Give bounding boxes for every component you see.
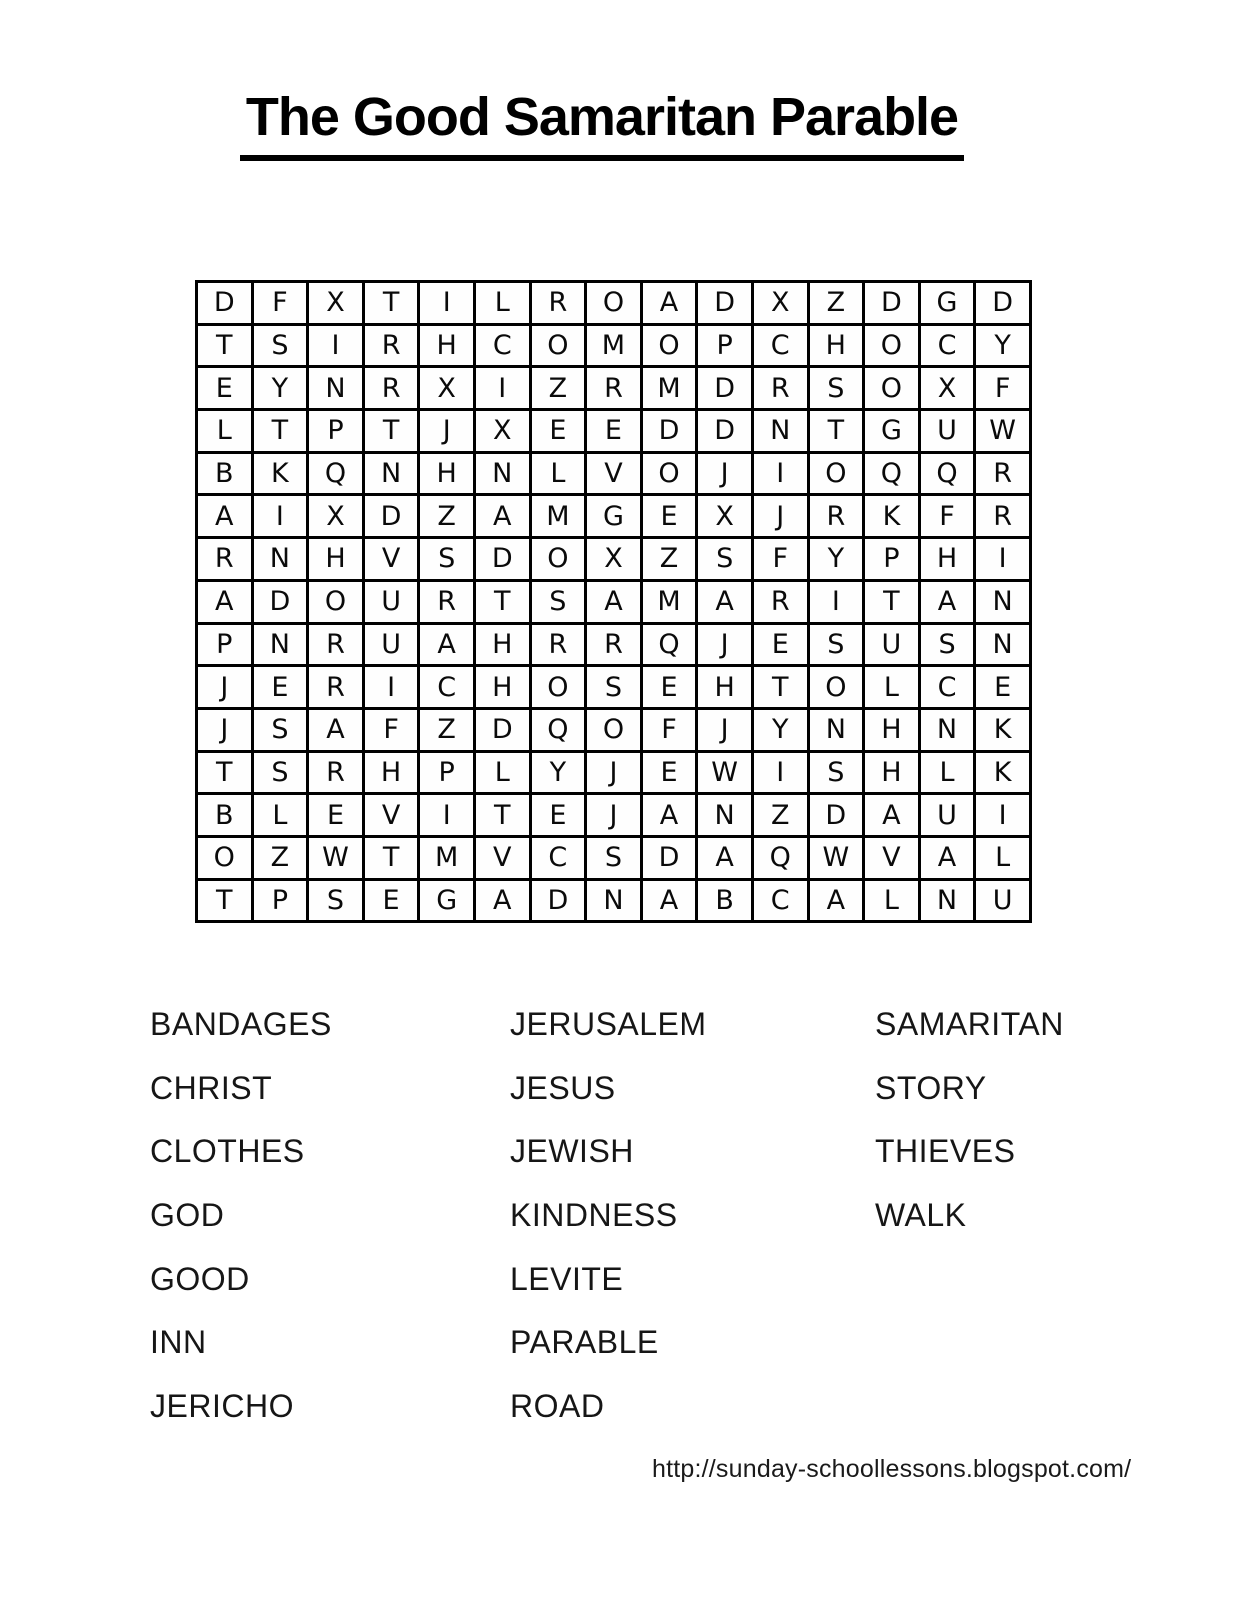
grid-row: [197, 410, 1031, 453]
grid-cell: N: [586, 879, 642, 922]
grid-cell: O: [864, 324, 920, 367]
grid-cell: Z: [419, 495, 475, 538]
title-wrap: [0, 88, 1220, 161]
grid-cell: L: [252, 794, 308, 837]
grid-cell: N: [474, 452, 530, 495]
grid-cell: R: [530, 623, 586, 666]
grid-cell: Y: [252, 367, 308, 410]
grid-cell: Z: [252, 836, 308, 879]
grid-cell: R: [975, 495, 1031, 538]
grid-cell: D: [697, 367, 753, 410]
grid-cell: F: [752, 538, 808, 581]
grid-cell: I: [752, 452, 808, 495]
grid-cell: O: [586, 708, 642, 751]
grid-cell: Y: [752, 708, 808, 751]
grid-cell: O: [586, 282, 642, 325]
grid-cell: A: [308, 708, 364, 751]
grid-cell: J: [197, 666, 253, 709]
grid-cell: P: [308, 410, 364, 453]
word-item: WALK: [875, 1197, 967, 1234]
grid-cell: M: [419, 836, 475, 879]
grid-cell: Y: [975, 324, 1031, 367]
grid-cell: E: [975, 666, 1031, 709]
word-list-column: [510, 993, 707, 1438]
grid-cell: A: [641, 794, 697, 837]
word-item: JERICHO: [150, 1387, 294, 1424]
grid-cell: Z: [808, 282, 864, 325]
grid-cell: E: [308, 794, 364, 837]
grid-cell: E: [641, 666, 697, 709]
grid-row: [197, 879, 1031, 922]
grid-cell: R: [975, 452, 1031, 495]
grid-cell: I: [975, 794, 1031, 837]
grid-cell: R: [752, 367, 808, 410]
word-item: CHRIST: [150, 1069, 273, 1106]
grid-row: [197, 794, 1031, 837]
grid-cell: M: [586, 324, 642, 367]
grid-cell: I: [752, 751, 808, 794]
grid-cell: W: [308, 836, 364, 879]
grid-cell: C: [919, 666, 975, 709]
grid-cell: X: [308, 282, 364, 325]
grid-cell: A: [197, 580, 253, 623]
grid-cell: F: [919, 495, 975, 538]
word-item: INN: [150, 1324, 207, 1361]
grid-cell: R: [530, 282, 586, 325]
word-search-grid-body: [197, 282, 1031, 922]
grid-cell: O: [641, 324, 697, 367]
grid-cell: R: [197, 538, 253, 581]
grid-cell: C: [419, 666, 475, 709]
grid-cell: D: [197, 282, 253, 325]
grid-cell: T: [363, 282, 419, 325]
grid-cell: A: [697, 580, 753, 623]
grid-cell: T: [252, 410, 308, 453]
grid-cell: G: [586, 495, 642, 538]
grid-cell: W: [808, 836, 864, 879]
grid-cell: H: [419, 324, 475, 367]
grid-cell: D: [808, 794, 864, 837]
grid-cell: I: [308, 324, 364, 367]
grid-cell: E: [363, 879, 419, 922]
grid-cell: E: [586, 410, 642, 453]
grid-cell: O: [808, 452, 864, 495]
grid-cell: N: [363, 452, 419, 495]
grid-cell: R: [752, 580, 808, 623]
grid-cell: B: [197, 452, 253, 495]
word-item: BANDAGES: [150, 1006, 332, 1043]
grid-cell: O: [530, 324, 586, 367]
grid-cell: U: [919, 410, 975, 453]
grid-cell: D: [474, 538, 530, 581]
grid-cell: T: [197, 751, 253, 794]
grid-cell: F: [641, 708, 697, 751]
grid-cell: A: [474, 495, 530, 538]
grid-cell: A: [641, 282, 697, 325]
grid-cell: R: [808, 495, 864, 538]
grid-cell: Z: [752, 794, 808, 837]
grid-cell: T: [474, 580, 530, 623]
grid-cell: S: [252, 324, 308, 367]
grid-cell: D: [252, 580, 308, 623]
grid-cell: R: [586, 623, 642, 666]
grid-cell: N: [975, 580, 1031, 623]
grid-cell: E: [752, 623, 808, 666]
grid-row: [197, 708, 1031, 751]
grid-cell: C: [919, 324, 975, 367]
grid-cell: R: [363, 367, 419, 410]
grid-cell: D: [697, 282, 753, 325]
grid-cell: N: [752, 410, 808, 453]
grid-cell: L: [474, 282, 530, 325]
grid-cell: A: [474, 879, 530, 922]
grid-cell: D: [641, 836, 697, 879]
grid-cell: N: [975, 623, 1031, 666]
grid-cell: H: [919, 538, 975, 581]
grid-cell: M: [530, 495, 586, 538]
grid-cell: D: [975, 282, 1031, 325]
grid-cell: S: [308, 879, 364, 922]
grid-cell: G: [419, 879, 475, 922]
word-list-column: [150, 993, 332, 1438]
grid-cell: O: [530, 666, 586, 709]
grid-cell: J: [197, 708, 253, 751]
grid-cell: K: [252, 452, 308, 495]
grid-cell: F: [363, 708, 419, 751]
word-item: JESUS: [510, 1069, 616, 1106]
grid-cell: J: [697, 623, 753, 666]
grid-cell: J: [697, 452, 753, 495]
grid-cell: A: [419, 623, 475, 666]
grid-cell: E: [641, 495, 697, 538]
grid-cell: H: [697, 666, 753, 709]
grid-row: [197, 282, 1031, 325]
grid-cell: G: [919, 282, 975, 325]
grid-cell: V: [474, 836, 530, 879]
grid-cell: I: [252, 495, 308, 538]
grid-cell: Y: [808, 538, 864, 581]
grid-cell: V: [864, 836, 920, 879]
grid-cell: U: [919, 794, 975, 837]
grid-cell: Y: [530, 751, 586, 794]
grid-cell: O: [808, 666, 864, 709]
grid-cell: Q: [752, 836, 808, 879]
grid-cell: N: [252, 623, 308, 666]
grid-cell: R: [308, 623, 364, 666]
grid-cell: P: [419, 751, 475, 794]
grid-cell: H: [474, 666, 530, 709]
grid-cell: L: [864, 666, 920, 709]
grid-row: [197, 751, 1031, 794]
grid-cell: H: [419, 452, 475, 495]
grid-cell: A: [919, 836, 975, 879]
grid-cell: O: [308, 580, 364, 623]
grid-cell: T: [197, 324, 253, 367]
grid-cell: E: [530, 794, 586, 837]
grid-cell: T: [363, 410, 419, 453]
grid-cell: A: [697, 836, 753, 879]
word-item: LEVITE: [510, 1260, 624, 1297]
grid-cell: R: [363, 324, 419, 367]
grid-cell: J: [586, 751, 642, 794]
grid-cell: Q: [919, 452, 975, 495]
grid-cell: X: [474, 410, 530, 453]
grid-cell: Q: [864, 452, 920, 495]
word-item: THIEVES: [875, 1133, 1016, 1170]
grid-cell: P: [697, 324, 753, 367]
grid-cell: D: [530, 879, 586, 922]
grid-cell: N: [252, 538, 308, 581]
grid-cell: F: [975, 367, 1031, 410]
grid-cell: K: [975, 751, 1031, 794]
grid-row: [197, 666, 1031, 709]
grid-cell: R: [308, 666, 364, 709]
grid-cell: G: [864, 410, 920, 453]
grid-cell: Z: [419, 708, 475, 751]
grid-cell: J: [752, 495, 808, 538]
grid-cell: L: [919, 751, 975, 794]
grid-cell: S: [808, 751, 864, 794]
grid-cell: Q: [308, 452, 364, 495]
word-item: ROAD: [510, 1387, 605, 1424]
grid-row: [197, 580, 1031, 623]
grid-cell: S: [530, 580, 586, 623]
grid-cell: L: [197, 410, 253, 453]
grid-cell: S: [252, 708, 308, 751]
grid-cell: L: [975, 836, 1031, 879]
grid-cell: M: [641, 580, 697, 623]
grid-cell: H: [363, 751, 419, 794]
grid-row: [197, 495, 1031, 538]
grid-cell: I: [474, 367, 530, 410]
grid-cell: O: [530, 538, 586, 581]
word-item: STORY: [875, 1069, 987, 1106]
grid-cell: X: [419, 367, 475, 410]
word-item: JEWISH: [510, 1133, 634, 1170]
word-item: JERUSALEM: [510, 1006, 707, 1043]
grid-cell: S: [419, 538, 475, 581]
grid-cell: U: [363, 580, 419, 623]
grid-cell: T: [363, 836, 419, 879]
word-item: KINDNESS: [510, 1197, 678, 1234]
grid-cell: J: [419, 410, 475, 453]
grid-cell: T: [474, 794, 530, 837]
grid-cell: J: [697, 708, 753, 751]
grid-cell: B: [197, 794, 253, 837]
grid-cell: C: [752, 879, 808, 922]
grid-cell: R: [419, 580, 475, 623]
grid-cell: M: [641, 367, 697, 410]
grid-cell: F: [252, 282, 308, 325]
grid-cell: X: [919, 367, 975, 410]
word-item: CLOTHES: [150, 1133, 305, 1170]
grid-cell: H: [808, 324, 864, 367]
word-item: PARABLE: [510, 1324, 659, 1361]
grid-cell: I: [363, 666, 419, 709]
grid-cell: D: [697, 410, 753, 453]
grid-cell: S: [808, 623, 864, 666]
grid-cell: P: [197, 623, 253, 666]
grid-row: [197, 836, 1031, 879]
grid-cell: T: [752, 666, 808, 709]
grid-cell: X: [586, 538, 642, 581]
grid-cell: U: [864, 623, 920, 666]
grid-cell: S: [808, 367, 864, 410]
grid-cell: D: [864, 282, 920, 325]
word-list-column: [875, 993, 1064, 1247]
grid-cell: D: [363, 495, 419, 538]
grid-cell: N: [919, 708, 975, 751]
grid-cell: S: [919, 623, 975, 666]
grid-cell: D: [474, 708, 530, 751]
grid-cell: O: [197, 836, 253, 879]
grid-cell: L: [474, 751, 530, 794]
grid-cell: S: [252, 751, 308, 794]
grid-cell: Z: [641, 538, 697, 581]
word-item: GOD: [150, 1197, 225, 1234]
grid-cell: W: [975, 410, 1031, 453]
grid-cell: C: [474, 324, 530, 367]
grid-cell: Q: [530, 708, 586, 751]
grid-row: [197, 538, 1031, 581]
grid-cell: B: [697, 879, 753, 922]
grid-cell: E: [252, 666, 308, 709]
grid-cell: C: [752, 324, 808, 367]
grid-cell: E: [641, 751, 697, 794]
grid-cell: X: [697, 495, 753, 538]
grid-cell: I: [808, 580, 864, 623]
grid-cell: H: [864, 751, 920, 794]
grid-row: [197, 324, 1031, 367]
grid-cell: R: [586, 367, 642, 410]
grid-cell: T: [864, 580, 920, 623]
grid-cell: A: [197, 495, 253, 538]
grid-cell: K: [975, 708, 1031, 751]
grid-cell: Z: [530, 367, 586, 410]
grid-cell: W: [697, 751, 753, 794]
grid-cell: V: [363, 538, 419, 581]
grid-cell: O: [641, 452, 697, 495]
grid-cell: V: [363, 794, 419, 837]
grid-cell: L: [530, 452, 586, 495]
grid-cell: K: [864, 495, 920, 538]
grid-cell: I: [419, 282, 475, 325]
grid-cell: A: [808, 879, 864, 922]
grid-cell: N: [697, 794, 753, 837]
grid-cell: S: [697, 538, 753, 581]
grid-cell: A: [586, 580, 642, 623]
grid-cell: C: [530, 836, 586, 879]
grid-cell: R: [308, 751, 364, 794]
grid-cell: U: [363, 623, 419, 666]
grid-cell: T: [197, 879, 253, 922]
grid-cell: H: [864, 708, 920, 751]
grid-cell: V: [586, 452, 642, 495]
grid-cell: E: [197, 367, 253, 410]
grid-cell: S: [586, 666, 642, 709]
grid-cell: U: [975, 879, 1031, 922]
word-search-grid: [195, 280, 1032, 923]
page-title: The Good Samaritan Parable: [240, 88, 964, 161]
word-item: SAMARITAN: [875, 1006, 1064, 1043]
word-item: GOOD: [150, 1260, 250, 1297]
grid-cell: N: [808, 708, 864, 751]
grid-cell: X: [752, 282, 808, 325]
grid-cell: X: [308, 495, 364, 538]
grid-cell: O: [864, 367, 920, 410]
grid-cell: N: [919, 879, 975, 922]
grid-cell: J: [586, 794, 642, 837]
grid-cell: S: [586, 836, 642, 879]
grid-cell: A: [919, 580, 975, 623]
grid-cell: D: [641, 410, 697, 453]
grid-cell: I: [975, 538, 1031, 581]
grid-cell: T: [808, 410, 864, 453]
grid-cell: P: [864, 538, 920, 581]
grid-cell: A: [864, 794, 920, 837]
grid-row: [197, 452, 1031, 495]
grid-cell: H: [308, 538, 364, 581]
grid-row: [197, 623, 1031, 666]
grid-cell: A: [641, 879, 697, 922]
grid-cell: Q: [641, 623, 697, 666]
credit-url: http://sunday-schoollessons.blogspot.com/: [652, 1455, 1132, 1483]
grid-cell: L: [864, 879, 920, 922]
grid-cell: N: [308, 367, 364, 410]
grid-cell: I: [419, 794, 475, 837]
grid-cell: P: [252, 879, 308, 922]
grid-cell: H: [474, 623, 530, 666]
grid-cell: E: [530, 410, 586, 453]
grid-row: [197, 367, 1031, 410]
